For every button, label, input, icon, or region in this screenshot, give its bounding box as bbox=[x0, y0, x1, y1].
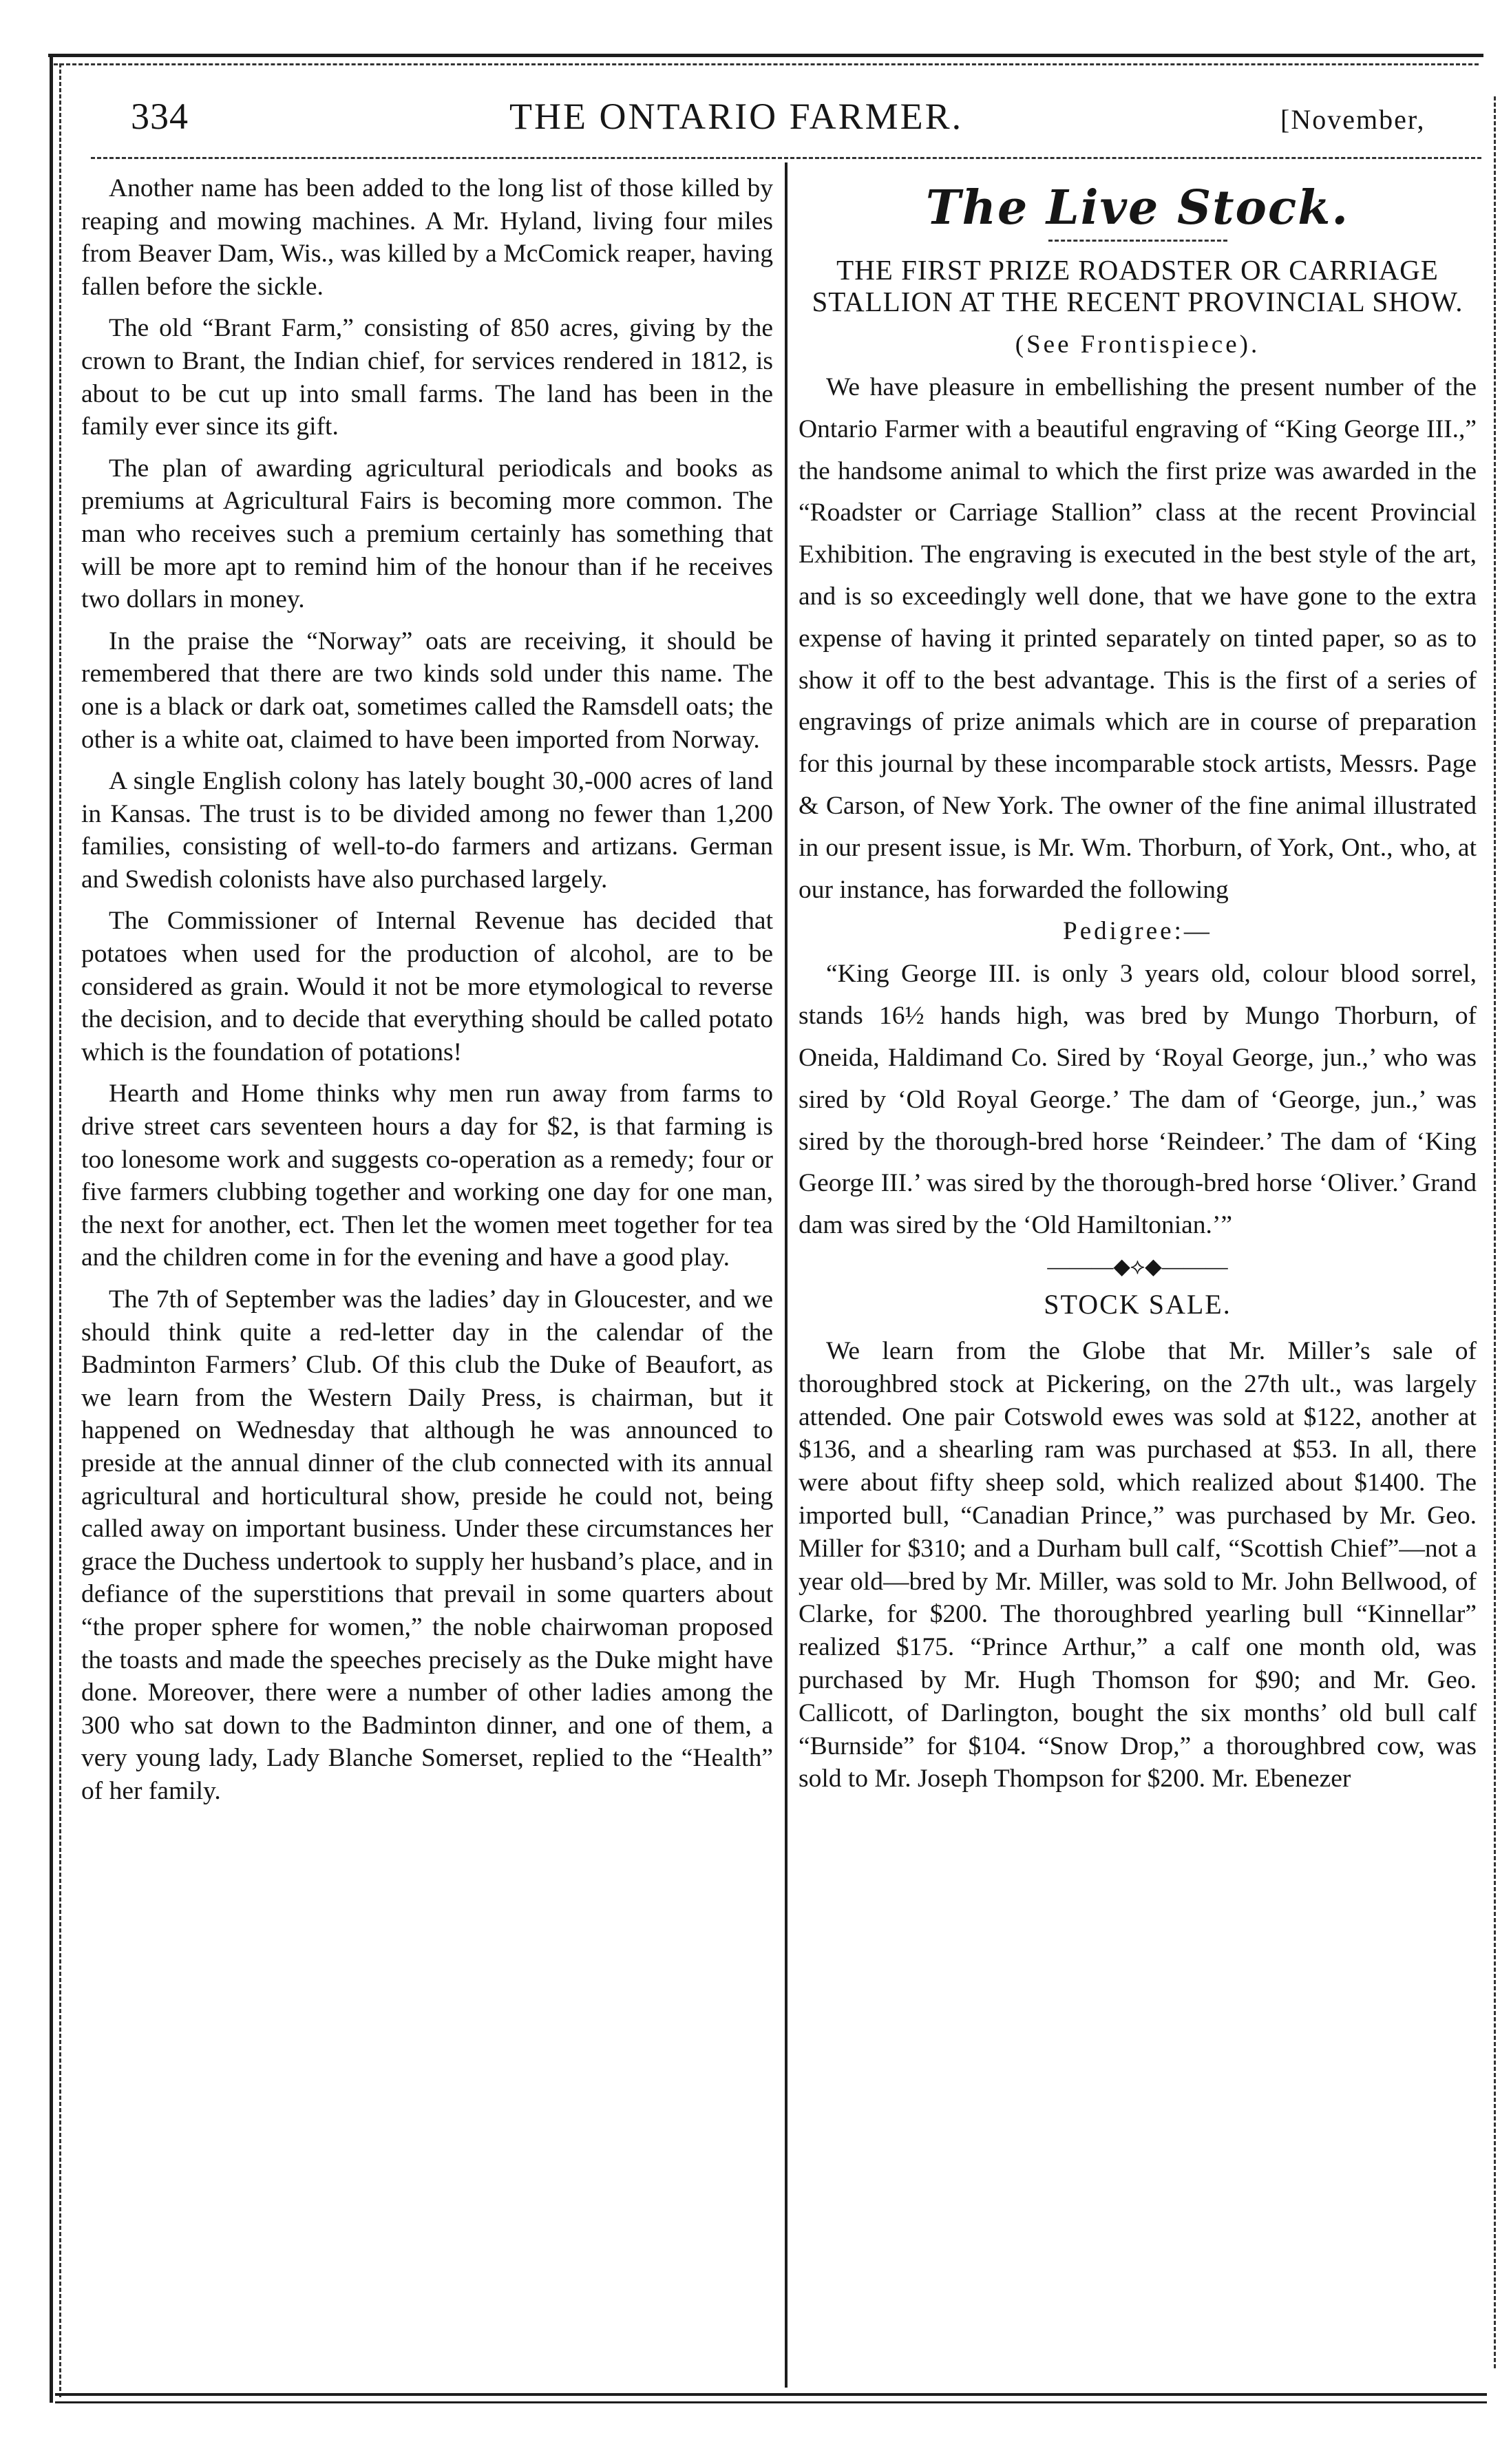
paragraph-reaping-machines: Another name has been added to the long list of those killed by reaping and mowing machines. A Mr. Hyland, living four miles from Beaver Dam, Wis., was killed by a McComick reaper, having fallen before the sickle. bbox=[81, 174, 773, 301]
paragraph-hearth-and-home: Hearth and Home thinks why men run away from farms to drive street cars seventeen hours a day for $2, is that farming is too lonesome work and suggests co-operation as a remedy; four or five farmers clubbing together and working one day for one man, the next for another, ect. Then let the women meet together for tea and the children come in for the evening and have a good play. bbox=[81, 1080, 773, 1272]
left-column bbox=[81, 172, 773, 1817]
running-month-text: [November, bbox=[1280, 104, 1426, 135]
header-underline-rule bbox=[91, 157, 1481, 159]
page-number: 334 bbox=[131, 96, 189, 137]
left-dashed-rule bbox=[59, 63, 61, 2397]
top-border-rule bbox=[48, 54, 1483, 57]
top-dashed-rule bbox=[54, 63, 1479, 65]
running-month bbox=[1280, 95, 1426, 141]
bottom-border-rule bbox=[55, 2393, 1487, 2396]
column-divider-rule bbox=[785, 162, 788, 2388]
article-title: THE FIRST PRIZE ROADSTER OR CARRIAGE STALLION AT THE RECENT PROVINCIAL SHOW. bbox=[812, 254, 1464, 317]
pedigree-heading: Pedigree:— bbox=[1063, 917, 1212, 946]
section-title: The Live Stock. bbox=[925, 180, 1350, 235]
bottom-border-rule-inner bbox=[55, 2401, 1487, 2403]
ornamental-divider: ———◆⟡◆——— bbox=[1047, 1253, 1228, 1278]
running-title: THE ONTARIO FARMER. bbox=[509, 96, 964, 137]
paragraph-pedigree: “King George III. is only 3 years old, colour blood sorrel, stands 16½ hands high, was bred by Mungo Thorburn, of Oneida, Haldimand Co. Sired by ‘Royal George, jun.,’ who was sired by ‘Old Royal George.’ The dam of ‘George, jun.,’ was sired by the thorough-bred horse ‘Reindeer.’ The dam of ‘King George III.’ was sired by the thorough-bred horse ‘Oliver.’ Grand dam was sired by the ‘Old Hamiltonian.’” bbox=[799, 960, 1477, 1240]
section-divider bbox=[1048, 240, 1227, 242]
paragraph-norway-oats: In the praise the “Norway” oats are receiving, it should be remembered that there are two kinds sold under this name. The one is a black or dark oat, sometimes called the Ramsdell oats; the other is a white oat, claimed to have been imported from Norway. bbox=[81, 626, 773, 754]
paragraph-premiums: The plan of awarding agricultural periodicals and books as premiums at Agricultural Fairs is becoming more common. The man who receives such a premium certainly has something that will be more apt to remind him of the honour than if he receives two dollars in money. bbox=[81, 454, 773, 614]
paragraph-stock-sale: We learn from the Globe that Mr. Miller’s sale of thoroughbred stock at Pickering, on the 27th ult., was largely attended. One pair Cotswold ewes was sold at $122, another at $136, and a shearling ram was purchased at $53. In all, there were about fifty sheep sold, which realized about $1400. The imported bull, “Canadian Prince,” was purchased by Mr. Geo. Miller for $310; and a Durham bull calf, “Scottish Chief”—not a year old—bred by Mr. Miller, was sold to Mr. John Bellwood, of Clarke, for $200. The thoroughbred yearling bull “Kinnellar” realized $175. “Prince Arthur,” a calf one month old, was purchased by Mr. Hugh Thomson for $90; and Mr. Geo. Callicott, of Darlington, bought the six months’ old bull calf “Burnside” for $104. “Snow Drop,” a thoroughbred cow, was sold to Mr. Joseph Thompson for $200. Mr. Ebenezer bbox=[799, 1336, 1477, 1793]
paragraph-engraving-intro: We have pleasure in embellishing the present number of the Ontario Farmer with a beautiful engraving of “King George III.,” the handsome animal to which the first prize was awarded in the “Roadster or Carriage Stallion” class at the recent Provincial Exhibition. The engraving is executed in the best style of the art, and is so exceedingly well done, that we have gone to the extra expense of having it printed separately on tinted paper, so as to show it off to the best advantage. This is the first of a series of engravings of prize animals which are in course of preparation for this journal by these incomparable stock artists, Messrs. Page & Carson, of New York. The owner of the fine animal illustrated in our present issue, is Mr. Wm. Thorburn, of York, Ont., who, at our instance, has forwarded the following bbox=[799, 373, 1477, 904]
stock-sale-heading: STOCK SALE. bbox=[1044, 1288, 1232, 1320]
see-frontispiece: (See Frontispiece). bbox=[1015, 330, 1260, 359]
right-dashed-rule bbox=[1494, 96, 1496, 2368]
paragraph-potatoes: The Commissioner of Internal Revenue has decided that potatoes when used for the production of alcohol, are to be considered as grain. Would it not be more etymological to reverse the decision, and to decide that everything should be called potato which is the foundation of potations! bbox=[81, 907, 773, 1066]
paragraph-kansas-colony: A single English colony has lately bought 30,-000 acres of land in Kansas. The trust is to be divided among no fewer than 1,200 families, consisting of well-to-do farmers and artizans. German and Swedish colonists have also purchased largely. bbox=[81, 767, 773, 894]
left-border-rule bbox=[50, 55, 53, 2403]
right-column bbox=[799, 172, 1477, 1796]
paragraph-ladies-day: The 7th of September was the ladies’ day in Gloucester, and we should think quite a red-letter day in the calendar of the Badminton Farmers’ Club. Of this club the Duke of Beaufort, as we learn from the Western Daily Press, is chairman, but it happened on Wednesday that although he was announced to preside at the annual dinner of the club connected with its annual agricultural and horticultural show, preside he could not, being called away on important business. Under these circumstances her grace the Duchess undertook to supply her husband’s place, and in defiance of the superstitions that prevail in some quarters about “the proper sphere for women,” the noble chairwoman proposed the toasts and made the speeches precisely as the Duke might have done. Moreover, there were a number of other ladies among the 300 who sat down to the Badminton dinner, and one of them, a very young lady, Lady Blanche Somerset, replied to the “Health” of her family. bbox=[81, 1285, 773, 1805]
paragraph-brant-farm: The old “Brant Farm,” consisting of 850 acres, giving by the crown to Brant, the Indian chief, for services rendered in 1812, is about to be cut up into small farms. The land has been in the family ever since its gift. bbox=[81, 314, 773, 441]
